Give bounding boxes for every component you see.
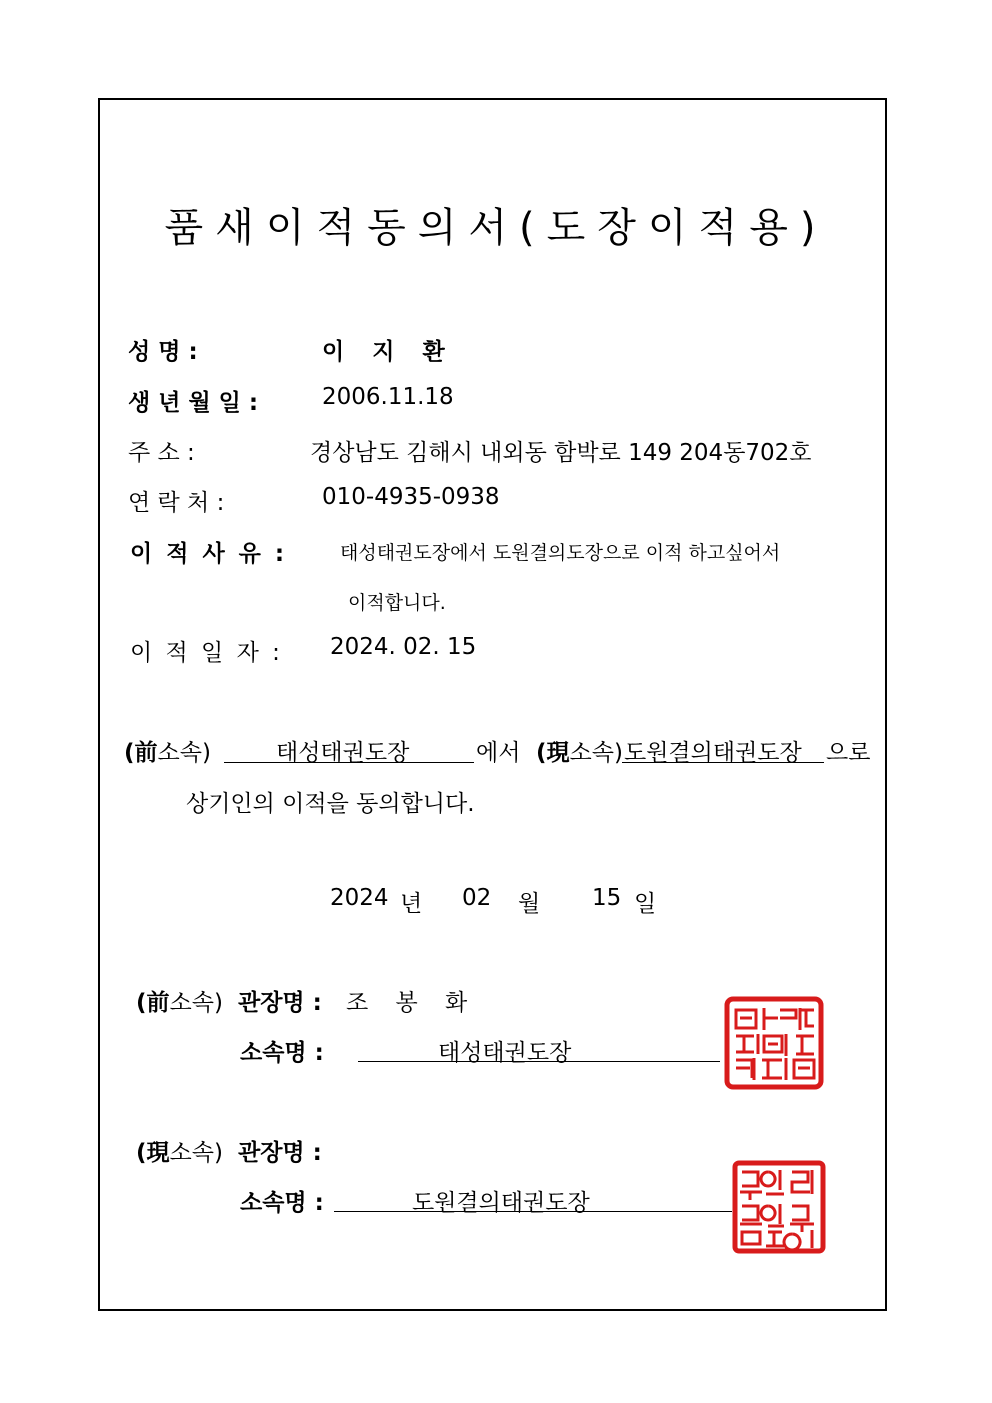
date-label: 이 적 일 자 :	[130, 640, 283, 666]
document-title: 품새이적동의서(도장이적용)	[164, 205, 828, 251]
sign-month: 02	[462, 885, 492, 911]
prev-dojang-underline	[358, 1061, 720, 1062]
cur-dojang-label: 소속명 :	[240, 1190, 324, 1216]
consent-cur-dojang: 도원결의태권도장	[624, 740, 802, 766]
birth-value: 2006.11.18	[322, 384, 454, 410]
prev-dojang-seal-icon	[724, 996, 824, 1090]
cur-affiliation-label: (現소속)	[136, 1140, 223, 1166]
prev-director-label: 관장명 :	[238, 990, 322, 1016]
prev-affiliation-label: (前소속)	[136, 990, 223, 1016]
name-label: 성 명 :	[128, 339, 198, 365]
cur-dojang-seal-icon	[732, 1160, 826, 1254]
consent-prev-prefix: (前소속)	[124, 740, 211, 766]
consent-prev-dojang: 태성태권도장	[276, 740, 410, 766]
cur-dojang-name: 도원결의태권도장	[412, 1190, 590, 1216]
sign-year: 2024	[330, 885, 389, 911]
reason-line-1: 태성태권도장에서 도원결의도장으로 이적 하고싶어서	[340, 542, 781, 564]
consent-prev-underline	[224, 762, 474, 763]
contact-value: 010-4935-0938	[322, 484, 500, 510]
contact-label: 연 락 처 :	[128, 490, 225, 516]
birth-label: 생 년 월 일 :	[128, 390, 259, 416]
name-value: 이 지 환	[322, 339, 455, 365]
consent-cur-prefix: (現소속)	[536, 740, 623, 766]
consent-cur-underline	[622, 762, 824, 763]
cur-director-label: 관장명 :	[238, 1140, 322, 1166]
reason-line-2: 이적합니다.	[348, 592, 446, 614]
document-border	[98, 98, 887, 1311]
prev-director-name: 조 봉 화	[346, 990, 478, 1016]
cur-dojang-underline	[334, 1211, 732, 1212]
date-value: 2024. 02. 15	[330, 634, 477, 660]
address-label: 주 소 :	[128, 440, 195, 466]
reason-label: 이 적 사 유 :	[130, 541, 288, 567]
prev-dojang-name: 태성태권도장	[438, 1040, 572, 1066]
sign-day-unit: 일	[634, 891, 657, 917]
sign-month-unit: 월	[518, 891, 541, 917]
address-value: 경상남도 김해시 내외동 함박로 149 204동702호	[310, 440, 812, 466]
consent-tail: 으로	[826, 740, 871, 766]
prev-dojang-label: 소속명 :	[240, 1040, 324, 1066]
consent-line-2: 상기인의 이적을 동의합니다.	[186, 791, 475, 817]
sign-year-unit: 년	[400, 891, 423, 917]
consent-mid-text: 에서	[476, 740, 521, 766]
sign-day: 15	[592, 885, 622, 911]
